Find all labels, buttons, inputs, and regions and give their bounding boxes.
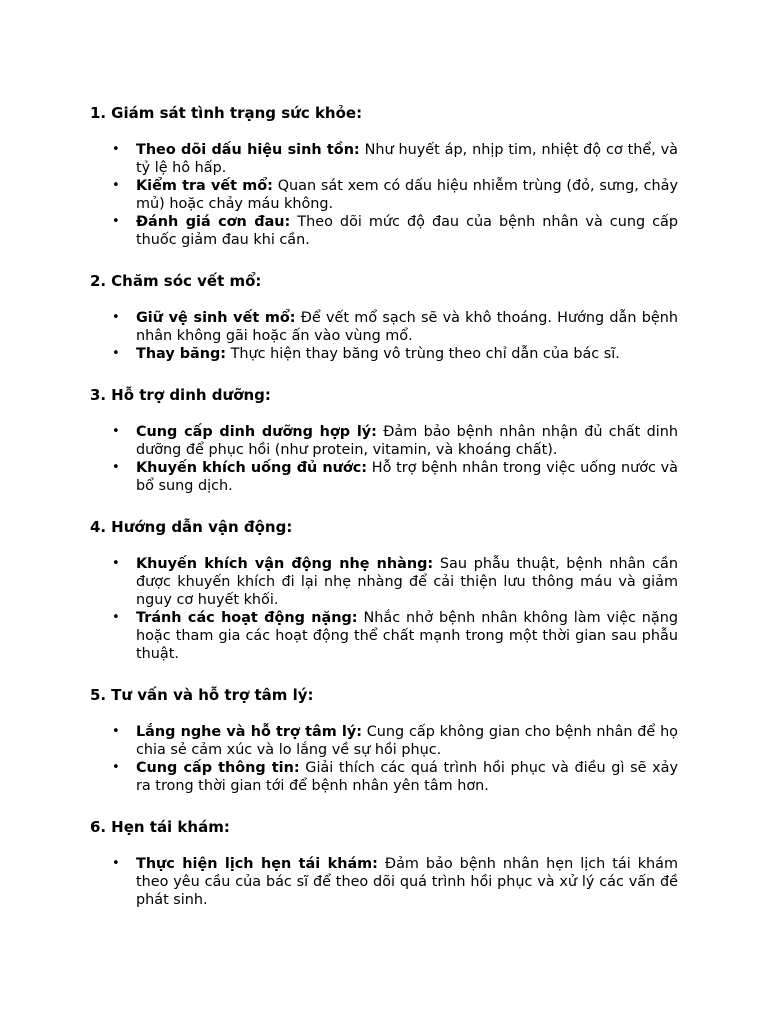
- list-item: [112, 345, 678, 363]
- list-item: [112, 423, 678, 459]
- section-title: Tư vấn và hỗ trợ tâm lý:: [111, 686, 314, 704]
- section-title: Chăm sóc vết mổ:: [111, 272, 262, 290]
- item-text: Giải thích các quá trình hồi phục và điều gì sẽ xảy ra trong thời gian tới để bệnh nhân yên tâm hơn.: [136, 760, 679, 794]
- section-number: 1.: [90, 104, 107, 122]
- item-text: Quan sát xem có dấu hiệu nhiễm trùng (đỏ, sưng, chảy mủ) hoặc chảy máu không.: [136, 178, 678, 212]
- section-number: 5.: [90, 686, 107, 704]
- section-heading: [90, 686, 678, 704]
- item-lead: Khuyến khích uống đủ nước:: [136, 460, 368, 476]
- item-lead: Khuyến khích vận động nhẹ nhàng:: [136, 556, 434, 572]
- section-title: Hướng dẫn vận động:: [111, 518, 293, 536]
- section-heading: [90, 818, 678, 836]
- section-number: 2.: [90, 272, 107, 290]
- bullet-icon: •: [112, 856, 120, 871]
- item-lead: Giữ vệ sinh vết mổ:: [136, 310, 296, 326]
- bullet-list: [90, 723, 678, 795]
- section-2: [90, 272, 678, 363]
- bullet-icon: •: [112, 142, 120, 157]
- item-lead: Tránh các hoạt động nặng:: [136, 610, 358, 626]
- section-6: [90, 818, 678, 909]
- bullet-list: [90, 555, 678, 663]
- item-lead: Cung cấp thông tin:: [136, 760, 300, 776]
- section-heading: [90, 518, 678, 536]
- item-lead: Thay băng:: [136, 346, 227, 362]
- list-item: [112, 723, 678, 759]
- section-title: Hẹn tái khám:: [111, 818, 230, 836]
- list-item: [112, 555, 678, 609]
- bullet-icon: •: [112, 610, 120, 625]
- item-text: Đảm bảo bệnh nhân nhận đủ chất dinh dưỡng để phục hồi (như protein, vitamin, và khoáng chất).: [136, 424, 678, 458]
- item-lead: Thực hiện lịch hẹn tái khám:: [136, 856, 378, 872]
- item-text: Đảm bảo bệnh nhân hẹn lịch tái khám theo yêu cầu của bác sĩ để theo dõi quá trình hồi phục và xử lý các vấn đề phát sinh.: [136, 856, 678, 908]
- section-number: 4.: [90, 518, 107, 536]
- bullet-icon: •: [112, 760, 120, 775]
- bullet-list: [90, 855, 678, 909]
- bullet-list: [90, 141, 678, 249]
- section-heading: [90, 386, 678, 404]
- item-text: Cung cấp không gian cho bệnh nhân để họ chia sẻ cảm xúc và lo lắng về sự hồi phục.: [136, 724, 678, 758]
- section-title: Hỗ trợ dinh dưỡng:: [111, 386, 271, 404]
- section-3: [90, 386, 678, 495]
- item-lead: Đánh giá cơn đau:: [136, 214, 291, 230]
- section-1: [90, 104, 678, 249]
- item-lead: Cung cấp dinh dưỡng hợp lý:: [136, 424, 377, 440]
- section-heading: [90, 272, 678, 290]
- item-lead: Kiểm tra vết mổ:: [136, 178, 273, 194]
- bullet-list: [90, 423, 678, 495]
- item-text: Hỗ trợ bệnh nhân trong việc uống nước và bổ sung dịch.: [136, 460, 678, 494]
- item-text: Sau phẫu thuật, bệnh nhân cần được khuyến khích đi lại nhẹ nhàng để cải thiện lưu thông máu và giảm nguy cơ huyết khối.: [136, 556, 678, 608]
- list-item: [112, 759, 679, 795]
- bullet-icon: •: [112, 310, 120, 325]
- bullet-icon: •: [112, 346, 120, 361]
- section-4: [90, 518, 678, 663]
- item-text: Để vết mổ sạch sẽ và khô thoáng. Hướng dẫn bệnh nhân không gãi hoặc ấn vào vùng mổ.: [136, 310, 678, 344]
- bullet-icon: •: [112, 214, 120, 229]
- section-number: 3.: [90, 386, 107, 404]
- bullet-icon: •: [112, 424, 120, 439]
- item-text: Thực hiện thay băng vô trùng theo chỉ dẫn của bác sĩ.: [226, 346, 620, 362]
- section-title: Giám sát tình trạng sức khỏe:: [111, 104, 363, 122]
- bullet-icon: •: [112, 556, 120, 571]
- section-5: [90, 686, 678, 795]
- list-item: [112, 309, 678, 345]
- item-text: Như huyết áp, nhịp tim, nhiệt độ cơ thể, và tỷ lệ hô hấp.: [136, 142, 678, 176]
- section-number: 6.: [90, 818, 107, 836]
- list-item: [112, 855, 678, 909]
- bullet-icon: •: [112, 724, 120, 739]
- list-item: [112, 459, 678, 495]
- item-text: Nhắc nhở bệnh nhân không làm việc nặng hoặc tham gia các hoạt động thể chất mạnh trong một thời gian sau phẫu thuật.: [136, 610, 678, 662]
- list-item: [112, 141, 678, 177]
- bullet-icon: •: [112, 178, 120, 193]
- item-text: Theo dõi mức độ đau của bệnh nhân và cung cấp thuốc giảm đau khi cần.: [136, 214, 678, 248]
- bullet-icon: •: [112, 460, 120, 475]
- bullet-list: [90, 309, 678, 363]
- item-lead: Lắng nghe và hỗ trợ tâm lý:: [136, 724, 362, 740]
- list-item: [112, 177, 678, 213]
- list-item: [112, 213, 678, 249]
- list-item: [112, 609, 678, 663]
- section-heading: [90, 104, 678, 122]
- item-lead: Theo dõi dấu hiệu sinh tồn:: [136, 142, 360, 158]
